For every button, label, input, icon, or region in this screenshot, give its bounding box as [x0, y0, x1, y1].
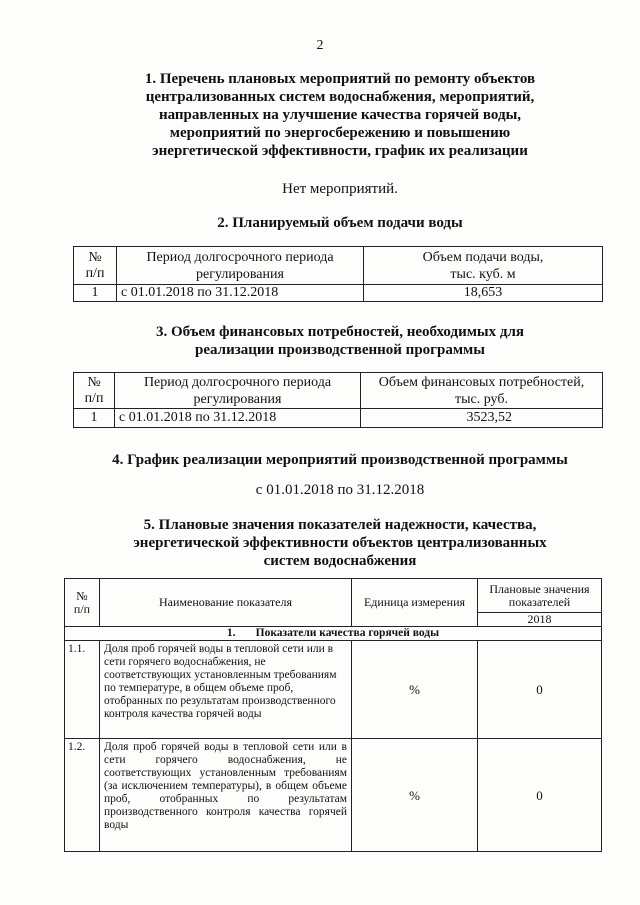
row-volume: 18,653	[364, 285, 603, 302]
header-year: 2018	[478, 613, 602, 627]
row-period: с 01.01.2018 по 31.12.2018	[115, 409, 361, 428]
indicator-unit: %	[352, 739, 478, 852]
section3-title-line: реализации производственной программы	[195, 342, 485, 358]
indicator-name: Доля проб горячей воды в тепловой сети или в сети горячего водоснабжения, не соответствующих установленным требованиям по температуре, в общем объеме проб, отобранных по результатам производственного контроля качества горячей воды	[100, 641, 352, 739]
header-indicator-name: Наименование показателя	[100, 579, 352, 627]
indicator-value: 0	[478, 641, 602, 739]
row-num: 1.1.	[65, 641, 100, 739]
row-period: с 01.01.2018 по 31.12.2018	[117, 285, 364, 302]
header-num: № п/п	[65, 579, 100, 627]
section3-title	[60, 323, 620, 359]
section1-title-line: направленных на улучшение качества горячей воды,	[158, 107, 522, 123]
section1-title	[60, 70, 620, 160]
indicator-unit: %	[352, 641, 478, 739]
volume-table	[73, 246, 603, 302]
page-number: 2	[316, 38, 324, 53]
indicator-name: Доля проб горячей воды в тепловой сети или в сети горячего водоснабжения, не соответствующих установленным требованиям (за исключением температуры), в общем объеме проб, отобранных по результатам производственного контроля качества горячей воды	[100, 739, 352, 852]
finance-table	[73, 372, 603, 428]
section3-title-line: 3. Объем финансовых потребностей, необходимых для	[155, 324, 525, 340]
section1-title-line: 1. Перечень плановых мероприятий по ремонту объектов	[144, 71, 536, 87]
section5-title-line: 5. Плановые значения показателей надежности, качества,	[143, 517, 537, 533]
header-volume: Объем подачи воды, тыс. куб. м	[364, 247, 603, 285]
section4-title: 4. График реализации мероприятий производственной программы	[112, 452, 568, 468]
header-finance: Объем финансовых потребностей, тыс. руб.	[361, 373, 603, 409]
section5-title-line: энергетической эффективности объектов централизованных	[133, 535, 547, 551]
header-period: Период долгосрочного периода регулирования	[117, 247, 364, 285]
indicators-table	[64, 578, 602, 852]
subsection-title: 1. Показатели качества горячей воды	[65, 627, 602, 641]
row-num: 1.2.	[65, 739, 100, 852]
section5-title-line: систем водоснабжения	[263, 553, 417, 569]
section1-title-line: мероприятий по энергосбережению и повышению	[169, 125, 511, 141]
section5-title	[60, 516, 620, 570]
header-period: Период долгосрочного периода регулирования	[115, 373, 361, 409]
header-num: № п/п	[74, 373, 115, 409]
header-plan-values: Плановые значения показателей	[478, 579, 602, 613]
section1-body: Нет мероприятий.	[282, 181, 398, 197]
header-num: № п/п	[74, 247, 117, 285]
row-num: 1	[74, 409, 115, 428]
section1-title-line: энергетической эффективности, график их реализации	[152, 143, 528, 159]
section1-title-line: централизованных систем водоснабжения, мероприятий,	[145, 89, 535, 105]
row-finance: 3523,52	[361, 409, 603, 428]
section4-period: с 01.01.2018 по 31.12.2018	[255, 482, 425, 498]
header-unit: Единица измерения	[352, 579, 478, 627]
section2-title: 2. Планируемый объем подачи воды	[217, 215, 463, 231]
row-num: 1	[74, 285, 117, 302]
indicator-value: 0	[478, 739, 602, 852]
